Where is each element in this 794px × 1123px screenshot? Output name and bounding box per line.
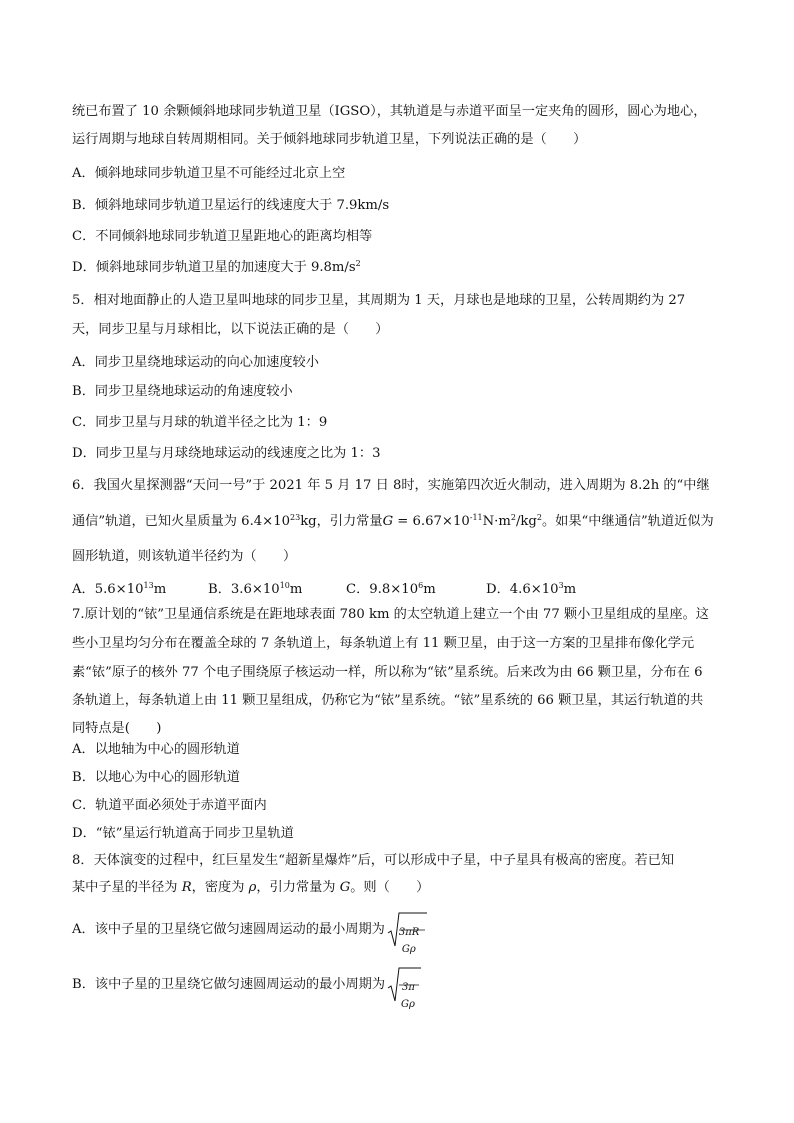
q6-text-f: 。如果“中继通信”轨道近似为 [541, 514, 714, 529]
q8-option-b-numerator: 3π [402, 982, 415, 993]
q4-option-a: A．倾斜地球同步轨道卫星不可能经过北京上空 [72, 166, 346, 181]
q6-stem-3: 圆形轨道，则该轨道半径约为（ ） [72, 549, 297, 564]
q8-option-a-text: A．该中子星的卫星绕它做匀速圆周运动的最小周期为 [72, 922, 385, 937]
q7-stem-4: 条轨道上，每条轨道上由 11 颗卫星组成，仍称它为“铱”星系统。“铱”星系统的 66 颗卫星，其运行轨道的共 [72, 693, 704, 708]
q8-stem-1: 8．天体演变的过程中，红巨星发生“超新星爆炸”后，可以形成中子星，中子星具有极高的密度。若已知 [72, 853, 675, 868]
q8-option-a [72, 911, 427, 955]
line-continuation-2: 运行周期与地球自转周期相同。关于倾斜地球同步轨道卫星，下列说法正确的是（ ） [72, 132, 587, 147]
q6-option-a: A．$5.6\times 10^{13}m$ [72, 581, 167, 597]
q4-option-d-sup: 2 [355, 259, 361, 268]
q6-stem-2 [72, 514, 714, 530]
q5-option-a: A．同步卫星绕地球运动的向心加速度较小 [72, 355, 319, 370]
q8-option-b-denominator: Gρ [401, 999, 415, 1010]
q6-option-d: D．$4.6\times 10^3m$ [486, 581, 577, 597]
line-continuation-1: 统已布置了 10 余颗倾斜地球同步轨道卫星（IGSO），其轨道是与赤道平面呈一定夹角的圆形，圆心为地心， [72, 104, 707, 119]
q6-text-a: 通信”轨道，已知火星质量为 6.4×10 [72, 514, 290, 529]
q7-stem-2: 些小卫星均匀分布在覆盖全球的 7 条轨道上，每条轨道上有 11 颗卫星，由于这一方案的卫星排布像化学元 [72, 636, 695, 651]
q7-stem-3: 素“铱”原子的核外 77 个电子围绕原子核运动一样，所以称为“铱”星系统。后来改为由 66 颗卫星，分布在 6 [72, 665, 703, 680]
q6-option-b: B．$3.6\times 10^{10}m$ [208, 581, 303, 597]
q6-options [72, 582, 576, 598]
q8-option-b [72, 966, 421, 1010]
q7-option-a: A．以地轴为中心的圆形轨道 [72, 742, 240, 757]
q6-text-b: kg，引力常量 [300, 514, 383, 529]
q8-stem-2: 某中子星的半径为 R，密度为 ρ，引力常量为 G。则（ ） [72, 880, 430, 895]
q8-option-a-radical [387, 911, 427, 955]
q8-option-b-text: B．该中子星的卫星绕它做匀速圆周运动的最小周期为 [72, 977, 386, 992]
q8-var-r: R [181, 880, 192, 895]
q8-var-g: G [339, 880, 351, 895]
q6-text-c: = 6.67×10 [393, 514, 470, 529]
q4-option-c: C．不同倾斜地球同步轨道卫星距地心的距离均相等 [72, 229, 373, 244]
q5-option-d: D．同步卫星与月球绕地球运动的线速度之比为 1：3 [72, 446, 381, 461]
q8-option-a-denominator: Gρ [401, 944, 416, 955]
q8-option-b-radical [387, 966, 421, 1010]
q4-option-d-text: D．倾斜地球同步轨道卫星的加速度大于 9.8m/s [72, 260, 356, 275]
q6-option-c: C．$9.8\times 10^6m$ [346, 581, 436, 597]
q6-text-d: N·m [482, 514, 511, 529]
q7-stem-1: 7.原计划的“铱”卫星通信系统是在距地球表面 780 km 的太空轨道上建立一个由 77 颗小卫星组成的星座。这 [72, 607, 709, 622]
q6-stem-1: 6．我国火星探测器“天问一号”于 2021 年 5 月 17 日 8时，实施第四次近火制动，进入周期为 8.2h 的“中继 [72, 478, 710, 493]
q6-sup-1: 23 [290, 513, 301, 522]
q6-text-e: /kg [515, 514, 537, 529]
q7-stem-5: 同特点是( ) [72, 721, 162, 736]
q4-option-b: B．倾斜地球同步轨道卫星运行的线速度大于 7.9km/s [72, 198, 390, 213]
q5-option-c: C．同步卫星与月球的轨道半径之比为 1：9 [72, 415, 328, 430]
q7-option-d: D．“铱”星运行轨道高于同步卫星轨道 [72, 826, 294, 841]
q6-sup-4: 2 [536, 513, 542, 522]
q7-option-b: B．以地心为中心的圆形轨道 [72, 770, 240, 785]
q6-sup-2: -11 [469, 513, 483, 522]
q4-option-d [72, 260, 361, 276]
q7-option-c: C．轨道平面必须处于赤道平面内 [72, 798, 267, 813]
q5-stem-1: 5．相对地面静止的人造卫星叫地球的同步卫星，其周期为 1 天，月球也是地球的卫星，公转周期约为 27 [72, 293, 686, 308]
q8-var-rho: ρ [248, 880, 257, 895]
q5-option-b: B．同步卫星绕地球运动的角速度较小 [72, 384, 293, 399]
q6-var-g: G [382, 514, 394, 529]
q5-stem-2: 天，同步卫星与月球相比，以下说法正确的是（ ） [72, 322, 389, 337]
q8-option-a-numerator: 3πR [398, 927, 420, 938]
q6-sup-3: 2 [510, 513, 516, 522]
